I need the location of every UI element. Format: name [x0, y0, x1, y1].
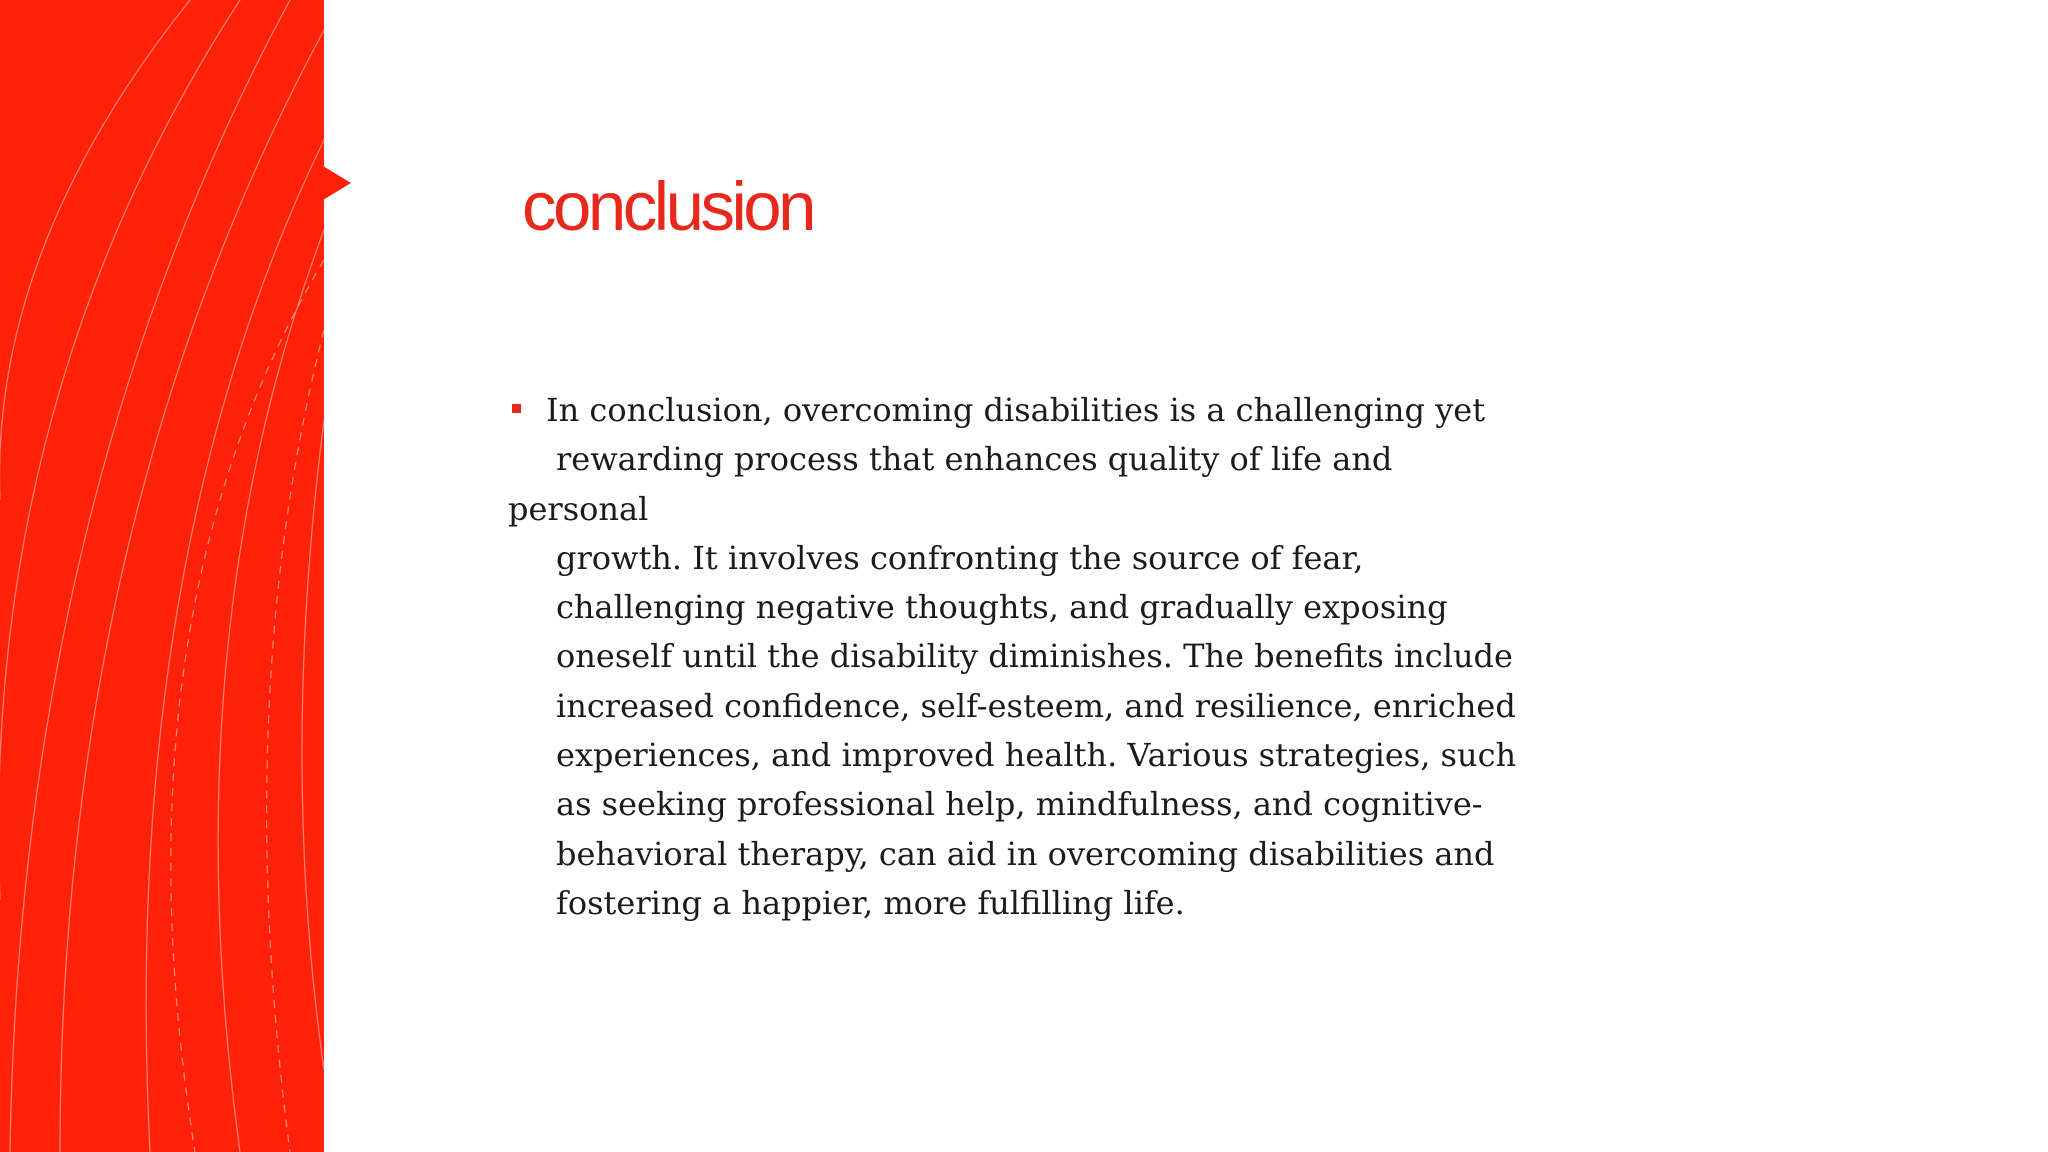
slide-title: conclusion — [522, 168, 814, 245]
body-text — [508, 386, 1558, 928]
decorative-side-panel — [0, 0, 324, 1152]
body-line: increased confidence, self-esteem, and resilience, enriched — [556, 686, 1516, 725]
body-line: growth. It involves confronting the source of fear, — [556, 538, 1364, 577]
bullet-line-1 — [508, 386, 1558, 435]
body-line: experiences, and improved health. Various strategies, such — [556, 736, 1517, 775]
body-line: fostering a happier, more fulfilling life. — [556, 883, 1185, 922]
body-line: oneself until the disability diminishes. The benefits include — [556, 637, 1513, 676]
square-bullet-icon — [512, 404, 521, 413]
decorative-arcs — [0, 0, 324, 1152]
body-line: rewarding process that enhances quality of life and — [556, 440, 1393, 479]
body-line-text: In conclusion, overcoming disabilities is a challenging yet — [546, 391, 1486, 429]
body-line: as seeking professional help, mindfulness, and cognitive- — [556, 785, 1483, 824]
decorative-pointer-triangle — [323, 166, 351, 200]
body-line: behavioral therapy, can aid in overcoming disabilities and — [556, 834, 1495, 873]
body-line: personal — [508, 489, 649, 528]
body-line: challenging negative thoughts, and gradually exposing — [556, 588, 1448, 627]
